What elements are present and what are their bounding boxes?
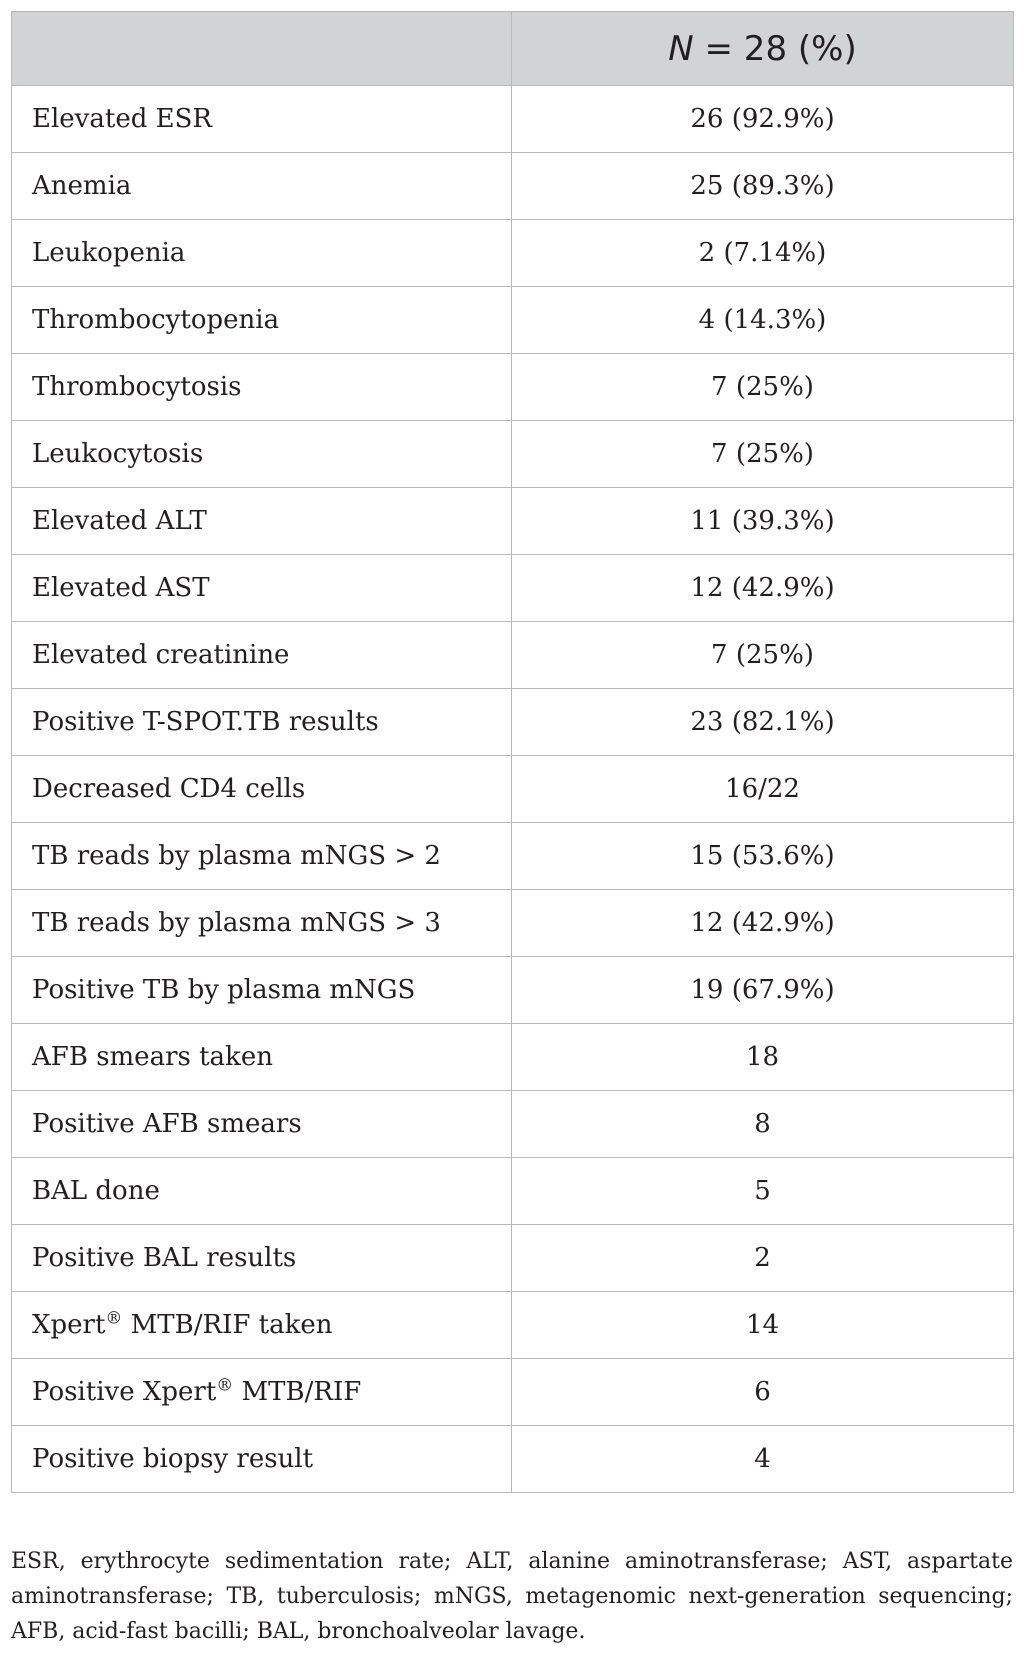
header-row	[12, 12, 1014, 86]
registered-mark: ®	[105, 1308, 123, 1329]
row-label: Decreased CD4 cells	[12, 756, 512, 823]
table-body	[12, 86, 1014, 1493]
row-value: 8	[512, 1091, 1014, 1158]
row-label: Elevated ALT	[12, 488, 512, 555]
row-label: Positive AFB smears	[12, 1091, 512, 1158]
row-label: Positive T-SPOT.TB results	[12, 689, 512, 756]
header-n-symbol: N	[668, 28, 694, 69]
row-label: Thrombocytopenia	[12, 287, 512, 354]
row-label: Elevated ESR	[12, 86, 512, 153]
row-value: 23 (82.1%)	[512, 689, 1014, 756]
row-label	[12, 1359, 512, 1426]
table-row	[12, 756, 1014, 823]
row-label: Positive TB by plasma mNGS	[12, 957, 512, 1024]
table-row	[12, 1024, 1014, 1091]
row-label	[12, 1292, 512, 1359]
row-value: 2 (7.14%)	[512, 220, 1014, 287]
table-footnote: ESR, erythrocyte sedimentation rate; ALT, alanine aminotransferase; AST, aspartate aminotransferase; TB, tuberculosis; mNGS, metagenomic next-generation sequencing; AFB, acid-fast bacilli; BAL, bronchoalveolar lavage.	[11, 1549, 1013, 1644]
row-label-pre: Xpert	[32, 1310, 106, 1340]
registered-mark: ®	[216, 1375, 234, 1396]
row-value: 12 (42.9%)	[512, 890, 1014, 957]
row-value: 26 (92.9%)	[512, 86, 1014, 153]
table-row	[12, 823, 1014, 890]
lab-results-table	[11, 11, 1014, 1493]
row-value: 15 (53.6%)	[512, 823, 1014, 890]
table-row	[12, 1158, 1014, 1225]
row-value: 25 (89.3%)	[512, 153, 1014, 220]
table-row	[12, 1359, 1014, 1426]
table-row	[12, 1292, 1014, 1359]
table-row	[12, 1225, 1014, 1292]
table-row	[12, 890, 1014, 957]
row-value: 12 (42.9%)	[512, 555, 1014, 622]
row-label: Positive BAL results	[12, 1225, 512, 1292]
row-label-pre: Positive Xpert	[32, 1377, 217, 1407]
table-row	[12, 957, 1014, 1024]
row-label: Thrombocytosis	[12, 354, 512, 421]
row-value: 2	[512, 1225, 1014, 1292]
row-label: TB reads by plasma mNGS > 3	[12, 890, 512, 957]
table-row	[12, 1426, 1014, 1493]
table-header	[12, 12, 1014, 86]
table-row	[12, 1091, 1014, 1158]
row-value: 7 (25%)	[512, 622, 1014, 689]
table-row	[12, 555, 1014, 622]
table-row	[12, 421, 1014, 488]
row-label: AFB smears taken	[12, 1024, 512, 1091]
lab-results-table-container	[11, 11, 1013, 1493]
table-row	[12, 86, 1014, 153]
row-value: 19 (67.9%)	[512, 957, 1014, 1024]
table-row	[12, 689, 1014, 756]
row-value: 4	[512, 1426, 1014, 1493]
table-row	[12, 287, 1014, 354]
header-count-column	[512, 12, 1014, 86]
row-value: 6	[512, 1359, 1014, 1426]
table-row	[12, 220, 1014, 287]
row-label-post: MTB/RIF taken	[122, 1310, 333, 1340]
row-value: 4 (14.3%)	[512, 287, 1014, 354]
row-label: Leukopenia	[12, 220, 512, 287]
header-label-column	[12, 12, 512, 86]
table-row	[12, 488, 1014, 555]
row-label: Leukocytosis	[12, 421, 512, 488]
row-label: Positive biopsy result	[12, 1426, 512, 1493]
row-value: 7 (25%)	[512, 421, 1014, 488]
row-value: 7 (25%)	[512, 354, 1014, 421]
row-label: TB reads by plasma mNGS > 2	[12, 823, 512, 890]
row-label: Elevated AST	[12, 555, 512, 622]
table-row	[12, 153, 1014, 220]
table-row	[12, 622, 1014, 689]
header-n-value: = 28 (%)	[693, 28, 857, 69]
row-label: Elevated creatinine	[12, 622, 512, 689]
row-value: 11 (39.3%)	[512, 488, 1014, 555]
table-row	[12, 354, 1014, 421]
row-value: 16/22	[512, 756, 1014, 823]
row-value: 5	[512, 1158, 1014, 1225]
row-label-post: MTB/RIF	[233, 1377, 362, 1407]
row-value: 14	[512, 1292, 1014, 1359]
row-label: Anemia	[12, 153, 512, 220]
row-label: BAL done	[12, 1158, 512, 1225]
row-value: 18	[512, 1024, 1014, 1091]
